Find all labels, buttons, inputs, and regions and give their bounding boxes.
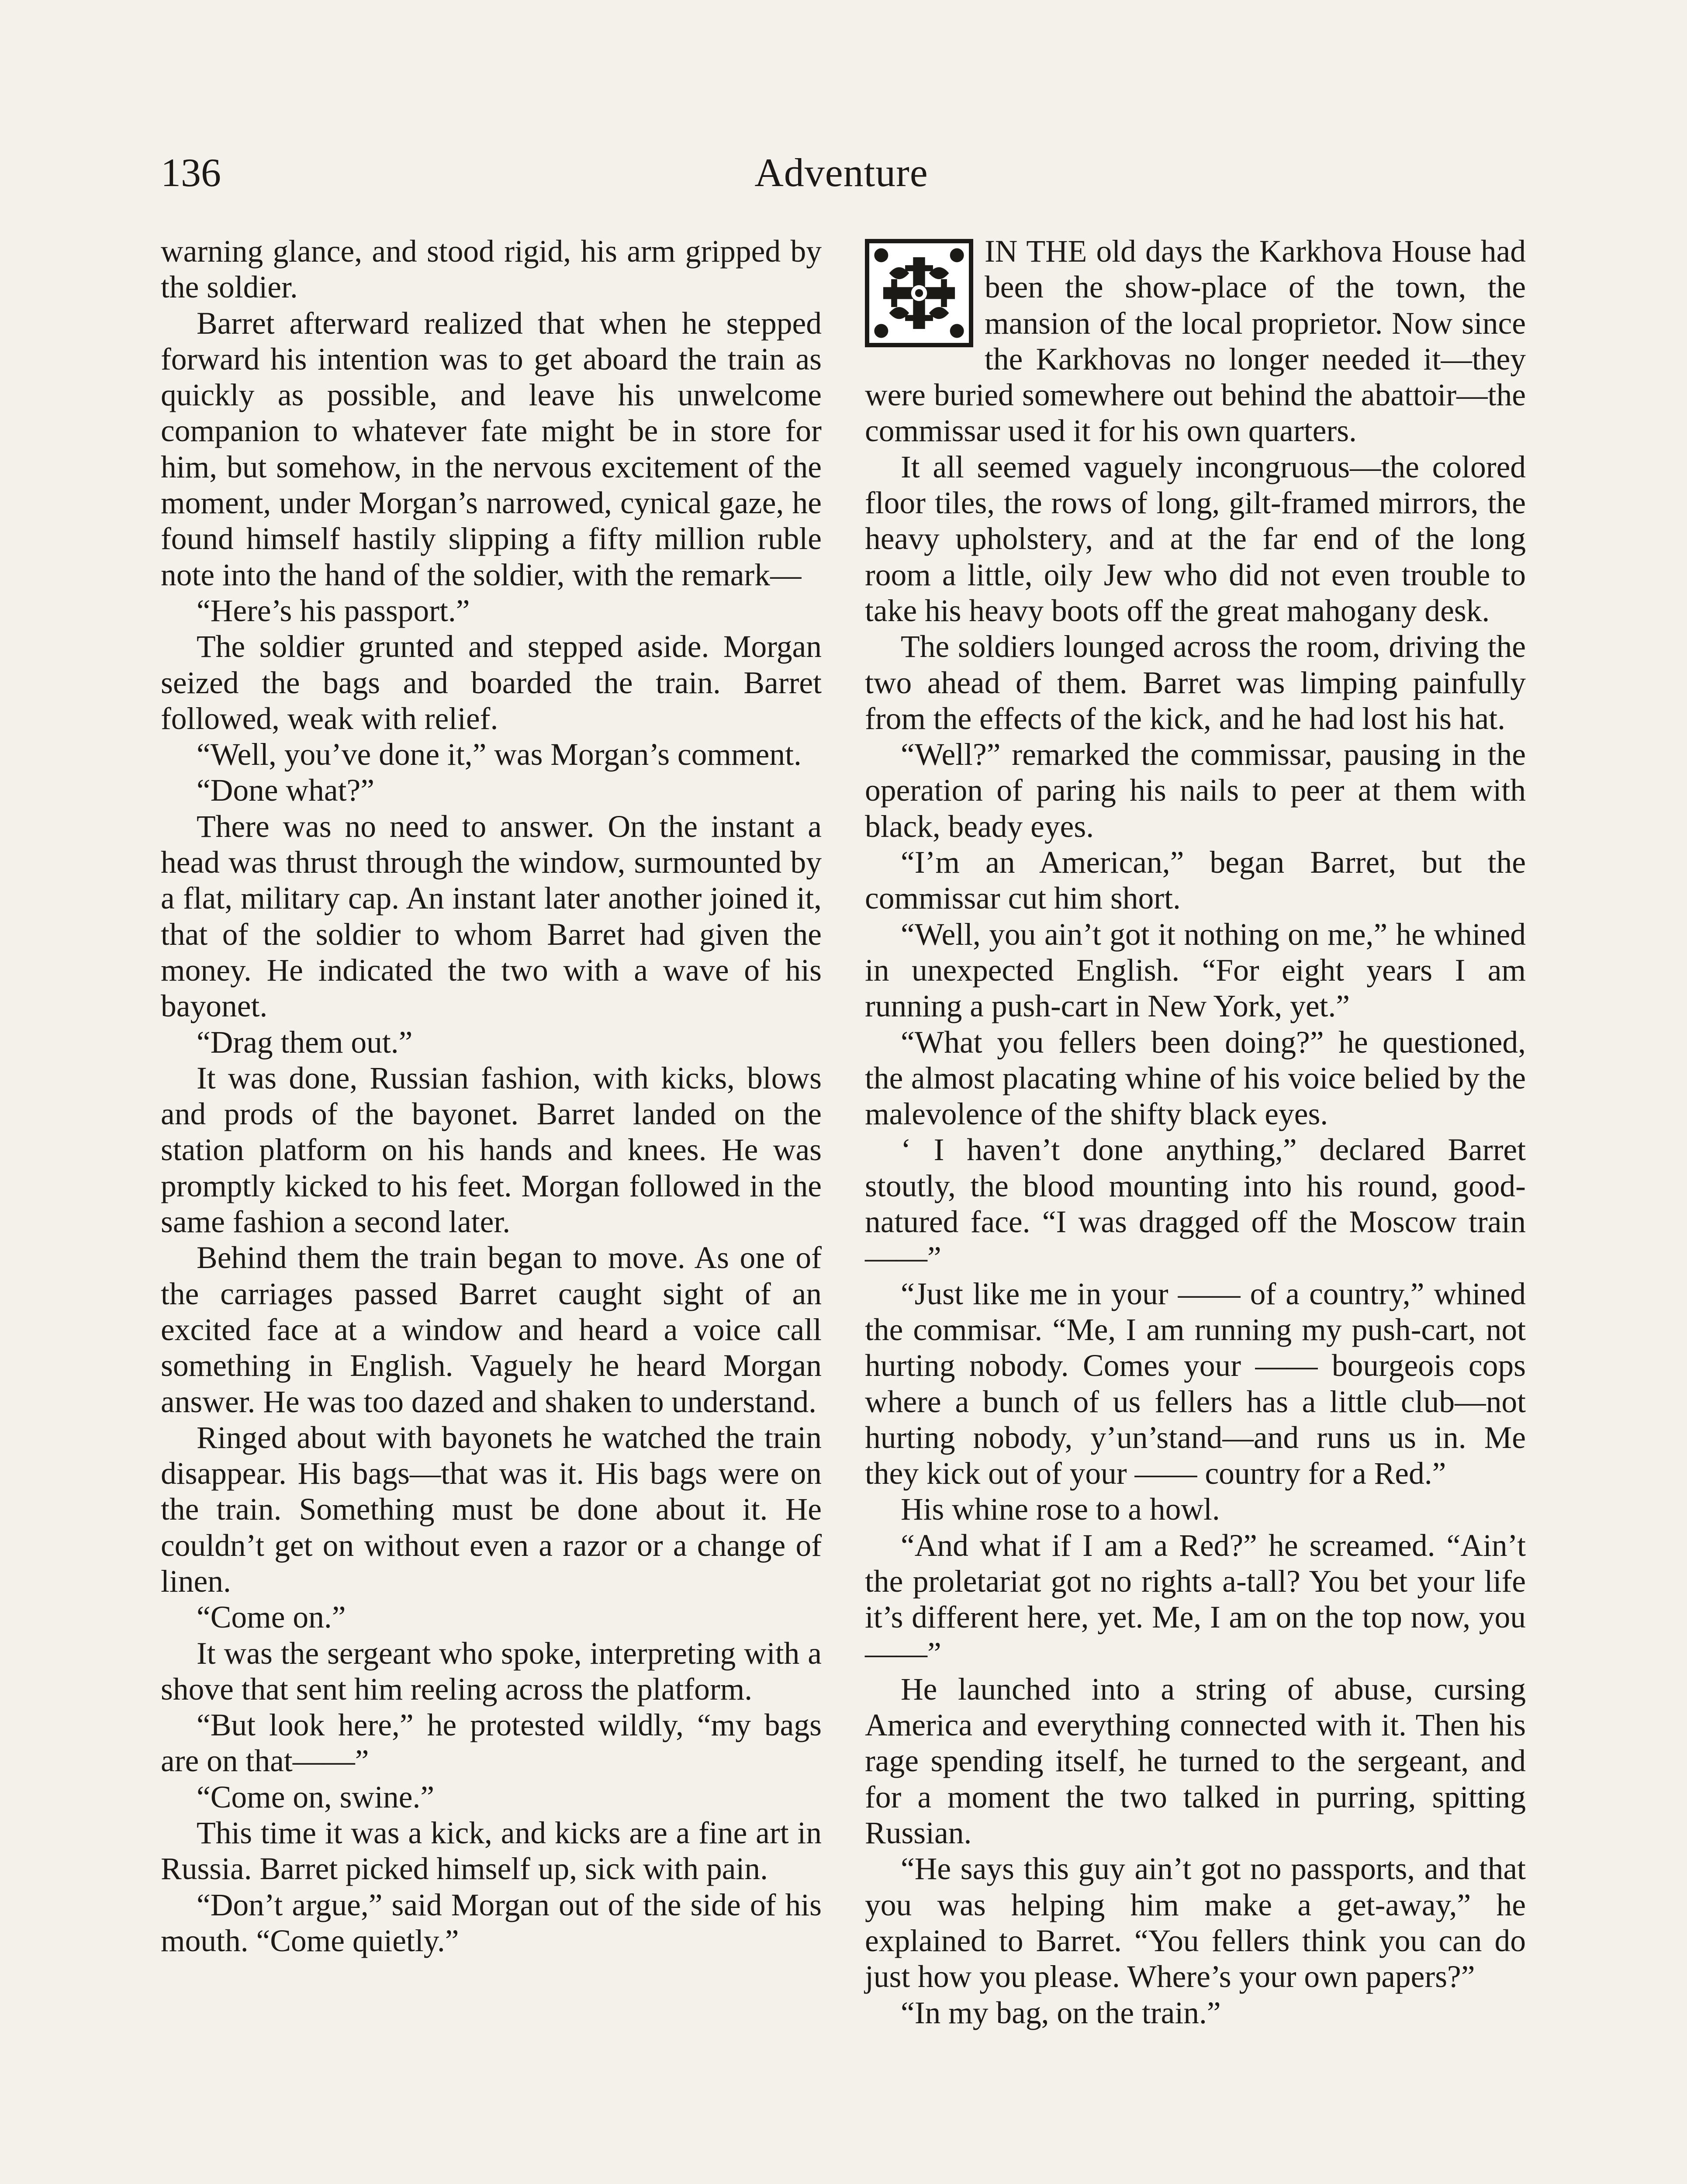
paragraph: “Well, you’ve done it,” was Morgan’s comment. [197,737,802,772]
paragraph: His whine rose to a howl. [901,1492,1220,1527]
paragraph: “Here’s his passport.” [197,593,470,628]
paragraph: It was the sergeant who spoke, interpreting with a shove that sent him reeling across the platform. [161,1636,822,1707]
paragraph: “Done what?” [197,773,374,808]
paragraph: It was done, Russian fashion, with kicks, blows and prods of the bayonet. Barret landed on the station platform on his hands and knees. He was promptly kicked to his feet. Morgan followed in the same fashion a second later. [161,1061,822,1240]
paragraph: Behind them the train began to move. As one of the carriages passed Barret caught sight of an excited face at a window and heard a voice call something in English. Vaguely he heard Morgan answer. He was too dazed and shaken to understand. [161,1241,822,1419]
paragraph: There was no need to answer. On the instant a head was thrust through the window, surmounted by a flat, military cap. An instant later another joined it, that of the soldier to whom Barret had given the money. He indicated the two with a wave of his bayonet. [161,809,822,1024]
paragraph: The soldier grunted and stepped aside. Morgan seized the bags and boarded the train. Barret followed, weak with relief. [161,629,822,736]
paragraph: “But look here,” he protested wildly, “my bags are on that——” [161,1708,822,1779]
right-column [865,234,1526,2031]
paragraph: This time it was a kick, and kicks are a fine art in Russia. Barret picked himself up, sick with pain. [161,1816,822,1887]
page-header [161,140,1522,205]
paragraph: “Come on.” [197,1600,346,1635]
paragraph: “Come on, swine.” [197,1780,435,1814]
paragraph: “Don’t argue,” said Morgan out of the side of his mouth. “Come quietly.” [161,1887,822,1958]
paragraph: “And what if I am a Red?” he screamed. “Ain’t the proletariat got no rights a-tall? You bet your life it’s different here, yet. Me, I am on the top now, you——” [865,1528,1526,1671]
paragraph: Barret afterward realized that when he stepped forward his intention was to get aboard the train as quickly as possible, and leave his unwelcome companion to whatever fate might be in store for him, but somehow, in the nervous excitement of the moment, under Morgan’s narrowed, cynical gaze, he found himself hastily slipping a fifty million ruble note into the hand of the soldier, with the remark— [161,306,822,592]
paragraph: The soldiers lounged across the room, driving the two ahead of them. Barret was limping painfully from the effects of the kick, and he had lost his hat. [865,629,1526,736]
paragraph: “In my bag, on the train.” [901,1995,1221,2030]
ornamental-cross-icon [865,239,973,347]
paragraph: He launched into a string of abuse, cursing America and everything connected with it. Then his rage spending itself, he turned to the sergeant, and for a moment the two talked in purring, spitting Russian. [865,1672,1526,1851]
paragraph: “Well?” remarked the commissar, pausing in the operation of paring his nails to peer at them with black, beady eyes. [865,737,1526,844]
paragraph: “He says this guy ain’t got no passports, and that you was helping him make a get-away,” he explained to Barret. “You fellers think you can do just how you please. Where’s your own papers?” [865,1852,1526,1994]
paragraph: It all seemed vaguely incongruous—the colored floor tiles, the rows of long, gilt-framed mirrors, the heavy upholstery, and at the far end of the long room a little, oily Jew who did not even trouble to take his heavy boots off the great mahogany desk. [865,449,1526,628]
paragraph: warning glance, and stood rigid, his arm gripped by the soldier. [161,234,822,305]
paragraph: Ringed about with bayonets he watched the train disappear. His bags—that was it. His bags were on the train. Something must be done about it. He couldn’t get on without even a razor or a change of linen. [161,1420,822,1599]
paragraph: “Drag them out.” [197,1025,413,1060]
running-head: Adventure [754,150,928,195]
page-number: 136 [161,150,221,195]
paragraph: “Well, you ain’t got it nothing on me,” he whined in unexpected English. “For eight years I am running a push-cart in New York, yet.” [865,917,1526,1024]
paragraph: “Just like me in your —— of a country,” whined the commisar. “Me, I am running my push-cart, not hurting nobody. Comes your —— bourgeois cops where a bunch of us fellers has a little club—not hurting nobody, y’un’stand—and runs us in. Me they kick out of your —— country for a Red.” [865,1276,1526,1491]
paragraph: ‘ I haven’t done anything,” declared Barret stoutly, the blood mounting into his round, good-natured face. “I was dragged off the Moscow train——” [865,1133,1526,1275]
left-column [161,234,822,1959]
paragraph: “What you fellers been doing?” he questioned, the almost placating whine of his voice belied by the malevolence of the shifty black eyes. [865,1025,1526,1132]
paragraph: IN THE old days the Karkhova House had been the show-place of the town, the mansion of the local proprietor. Now since the Karkhovas no longer needed it—they were buried somewhere out behind the abattoir—the commissar used it for his own quarters. [865,234,1526,449]
paragraph: “I’m an American,” began Barret, but the commissar cut him short. [865,845,1526,916]
